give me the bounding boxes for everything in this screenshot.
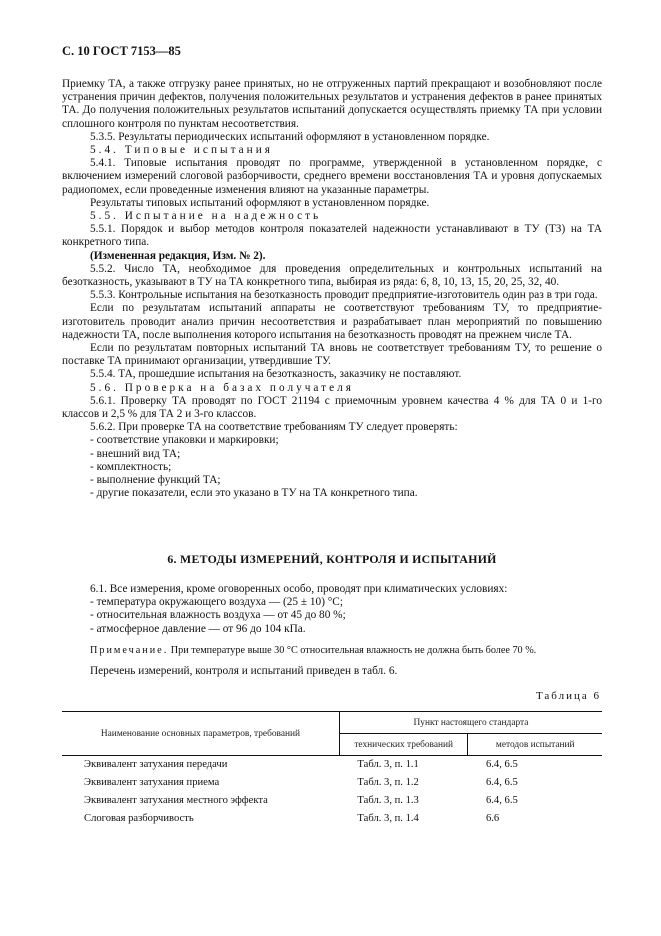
list-item: - выполнение функций ТА; (90, 474, 221, 487)
table-6 (62, 711, 602, 828)
table-caption: Таблица 6 (535, 690, 601, 702)
paragraph: 5.5.4. ТА, прошедшие испытания на безотказность, заказчику не поставляют. (90, 368, 462, 381)
paragraph: 5.5.2. Число ТА, необходимое для проведения определительных и контрольных испытаний на безотказность, указывают в ТУ на ТА конкретного типа, выбирая из ряда: 6, 8, 10, 13, 15, 20, 25, 32, 40. (62, 262, 602, 289)
paragraph: 5.5.3. Контрольные испытания на безотказность проводит предприятие-изготовитель один раз в три года. (90, 289, 598, 302)
table-cell: 6.4, 6.5 (485, 777, 518, 788)
paragraph: Если по результатам испытаний аппараты не соответствуют требованиям ТУ, то предприятие-изготовитель проводит анализ причин несоответствия и разрабатывает план мероприятий по повышению надежности ТА, после выполнения которого испытания на безотказность проводят на прежнем числе ТА. (62, 302, 602, 341)
table-row (62, 810, 602, 828)
section-6-text (62, 583, 602, 636)
table-row (62, 774, 602, 792)
subsection-heading: 5.4. Типовые испытания (90, 144, 273, 157)
table-row (62, 756, 602, 774)
table-cell: 6.4, 6.5 (485, 759, 518, 771)
table-cell: Эквивалент затухания местного эффекта (84, 795, 268, 806)
section-6-title: 6. МЕТОДЫ ИЗМЕРЕНИЙ, КОНТРОЛЯ И ИСПЫТАНИЙ (167, 552, 497, 566)
table-cell: Табл. 3, п. 1.1 (357, 759, 419, 771)
list-item: - соответствие упаковки и маркировки; (90, 434, 279, 447)
paragraph: Приемку ТА, а также отгрузку ранее принятых, но не отгруженных партий прекращают и возобновляют после устранения причин дефектов, получения положительных результатов и устранения дефектов в ранее принятых ТА. До получения положительных результатов испытаний допускается осуществлять приемку ТА при условии сплошного контроля по пунктам несоответствия. (62, 78, 602, 130)
list-item: - температура окружающего воздуха — (25 ± 10) °С; (90, 596, 343, 609)
note-text: При температуре выше 30 °С относительная влажность не должна быть более 70 %. (170, 645, 537, 656)
list-item: - атмосферное давление — от 96 до 104 кПа. (90, 622, 306, 635)
column-header: Наименование основных параметров, требований (62, 712, 339, 756)
list-item: - комплектность; (90, 460, 172, 473)
column-group-header: Пункт настоящего стандарта (339, 712, 602, 734)
amendment-note: (Измененная редакция, Изм. № 2). (90, 249, 266, 262)
table-cell: 6.6 (485, 813, 500, 824)
table-row (62, 792, 602, 810)
paragraph: Результаты типовых испытаний оформляют в установленном порядке. (90, 196, 430, 209)
note (90, 645, 536, 656)
paragraph: 6.1. Все измерения, кроме оговоренных особо, проводят при климатических условиях: (90, 583, 508, 595)
table-cell: Табл. 3, п. 1.3 (357, 795, 419, 806)
note-label: Примечание. (90, 645, 169, 656)
paragraph: 5.6.2. При проверке ТА на соответствие требованиям ТУ следует проверять: (90, 421, 458, 434)
table-cell: Табл. 3, п. 1.2 (357, 777, 419, 788)
column-header: методов испытаний (468, 734, 602, 756)
list-item: - другие показатели, если это указано в ТУ на ТА конкретного типа. (90, 487, 418, 500)
table-cell: Эквивалент затухания передачи (84, 759, 228, 771)
paragraph: 5.3.5. Результаты периодических испытаний оформляют в установленном порядке. (90, 130, 490, 143)
paragraph: 5.6.1. Проверку ТА проводят по ГОСТ 21194 с приемочным уровнем качества 4 % для ТА 0 и 1-го классов и 2,5 % для ТА 2 и 3-го классов. (62, 394, 602, 421)
section-5-text (62, 78, 602, 501)
table-cell: Табл. 3, п. 1.4 (357, 813, 419, 824)
page-header: С. 10 ГОСТ 7153—85 (62, 44, 181, 58)
paragraph: Если по результатам повторных испытаний ТА вновь не соответствует требованиям ТУ, то решение о поставке ТА принимают организации, утвердившие ТУ. (62, 342, 602, 368)
table-cell: Эквивалент затухания приема (84, 777, 220, 788)
table-cell: Слоговая разборчивость (84, 813, 194, 824)
paragraph: 5.5.1. Порядок и выбор методов контроля показателей надежности устанавливают в ТУ (ТЗ) на ТА конкретного типа. (62, 223, 602, 249)
list-item: - относительная влажность воздуха — от 45 до 80 %; (90, 609, 346, 622)
paragraph: 5.4.1. Типовые испытания проводят по программе, утвержденной в установленном порядке, с включением измерений слоговой разборчивости, среднего времени восстановления ТА и уровня допускаемых радиопомех, если проведенные изменения влияют на указанные параметры. (62, 157, 602, 196)
subsection-heading: 5.6. Проверка на базах получателя (90, 381, 354, 394)
subsection-heading: 5.5. Испытание на надежность (90, 210, 322, 223)
paragraph: Перечень измерений, контроля и испытаний приведен в табл. 6. (90, 665, 398, 677)
column-header: технических требований (339, 734, 468, 756)
table-cell: 6.4, 6.5 (485, 795, 518, 806)
list-item: - внешний вид ТА; (90, 447, 181, 460)
